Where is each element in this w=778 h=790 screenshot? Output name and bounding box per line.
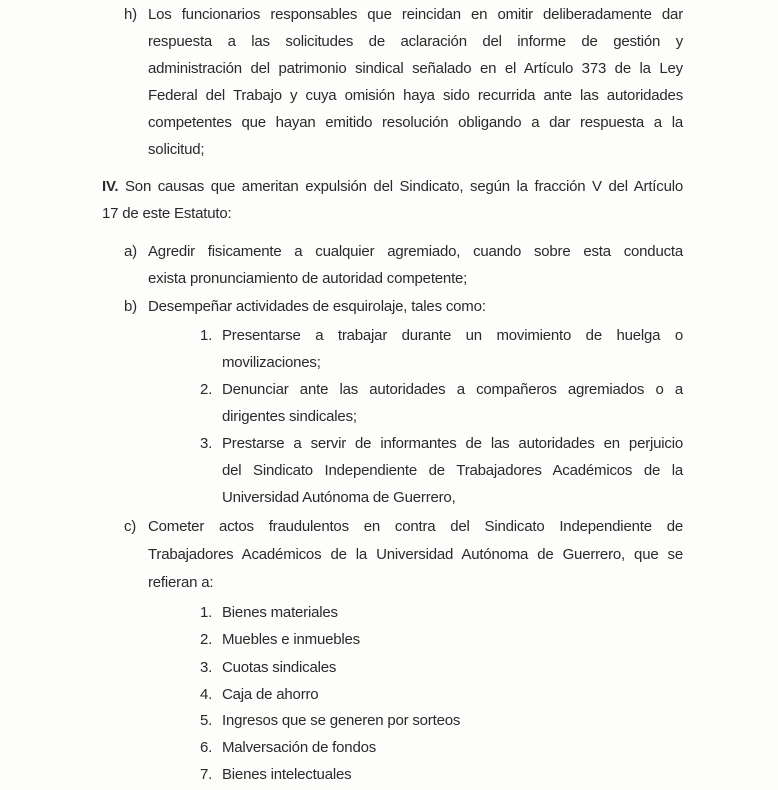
item-h-marker: h) [124, 6, 137, 23]
item-h-line: competentes que hayan emitido resolución obligando a dar respuesta a la [148, 114, 683, 131]
item-b-sub-marker: 3. [200, 435, 213, 452]
item-h-line: Los funcionarios responsables que reincidan en omitir deliberadamente dar [148, 6, 683, 23]
item-b-marker: b) [124, 298, 137, 315]
item-b-sub-marker: 2. [200, 381, 213, 398]
item-h-line: solicitud; [148, 141, 205, 158]
item-b-sub-line: dirigentes sindicales; [222, 408, 357, 425]
item-a-line: Agredir fisicamente a cualquier agremiado, cuando sobre esta conducta [148, 243, 683, 260]
item-b-sub-line: Universidad Autónoma de Guerrero, [222, 489, 456, 506]
item-c-sub-marker: 7. [200, 766, 213, 783]
item-b-sub-line: del Sindicato Independiente de Trabajadores Académicos de la [222, 462, 683, 479]
item-h-line: Federal del Trabajo y cuya omisión haya sido recurrida ante las autoridades [148, 87, 683, 104]
item-b-sub-line: Denunciar ante las autoridades a compañeros agremiados o a [222, 381, 683, 398]
section-iv-marker: IV. [102, 178, 119, 195]
section-iv-line: 17 de este Estatuto: [102, 205, 232, 222]
item-c-sub-text: Muebles e inmuebles [222, 631, 360, 648]
item-c-sub-marker: 1. [200, 604, 213, 621]
item-c-sub-marker: 4. [200, 686, 213, 703]
item-c-sub-marker: 3. [200, 659, 213, 676]
section-iv-line: Son causas que ameritan expulsión del Sindicato, según la fracción V del Artículo [125, 178, 683, 195]
item-b-sub-marker: 1. [200, 327, 213, 344]
item-c-sub-text: Caja de ahorro [222, 686, 319, 703]
item-c-line: refieran a: [148, 574, 214, 591]
item-c-sub-marker: 2. [200, 631, 213, 648]
item-a-line: exista pronunciamiento de autoridad competente; [148, 270, 468, 287]
item-h-line: respuesta a las solicitudes de aclaración del informe de gestión y [148, 33, 683, 50]
item-b-sub-line: movilizaciones; [222, 354, 321, 371]
item-b-line: Desempeñar actividades de esquirolaje, tales como: [148, 298, 486, 315]
item-c-sub-text: Cuotas sindicales [222, 659, 337, 676]
item-c-sub-text: Bienes intelectuales [222, 766, 352, 783]
item-c-sub-text: Ingresos que se generen por sorteos [222, 712, 461, 729]
item-c-sub-marker: 6. [200, 739, 213, 756]
item-c-sub-text: Malversación de fondos [222, 739, 377, 756]
item-b-sub-line: Prestarse a servir de informantes de las autoridades en perjuicio [222, 435, 683, 452]
item-c-sub-marker: 5. [200, 712, 213, 729]
item-c-line: Trabajadores Académicos de la Universidad Autónoma de Guerrero, que se [148, 546, 683, 563]
item-a-marker: a) [124, 243, 137, 260]
item-c-marker: c) [124, 518, 137, 535]
item-c-sub-text: Bienes materiales [222, 604, 338, 621]
item-c-line: Cometer actos fraudulentos en contra del Sindicato Independiente de [148, 518, 683, 535]
item-h-line: administración del patrimonio sindical señalado en el Artículo 373 de la Ley [148, 60, 683, 77]
item-b-sub-line: Presentarse a trabajar durante un movimiento de huelga o [222, 327, 683, 344]
